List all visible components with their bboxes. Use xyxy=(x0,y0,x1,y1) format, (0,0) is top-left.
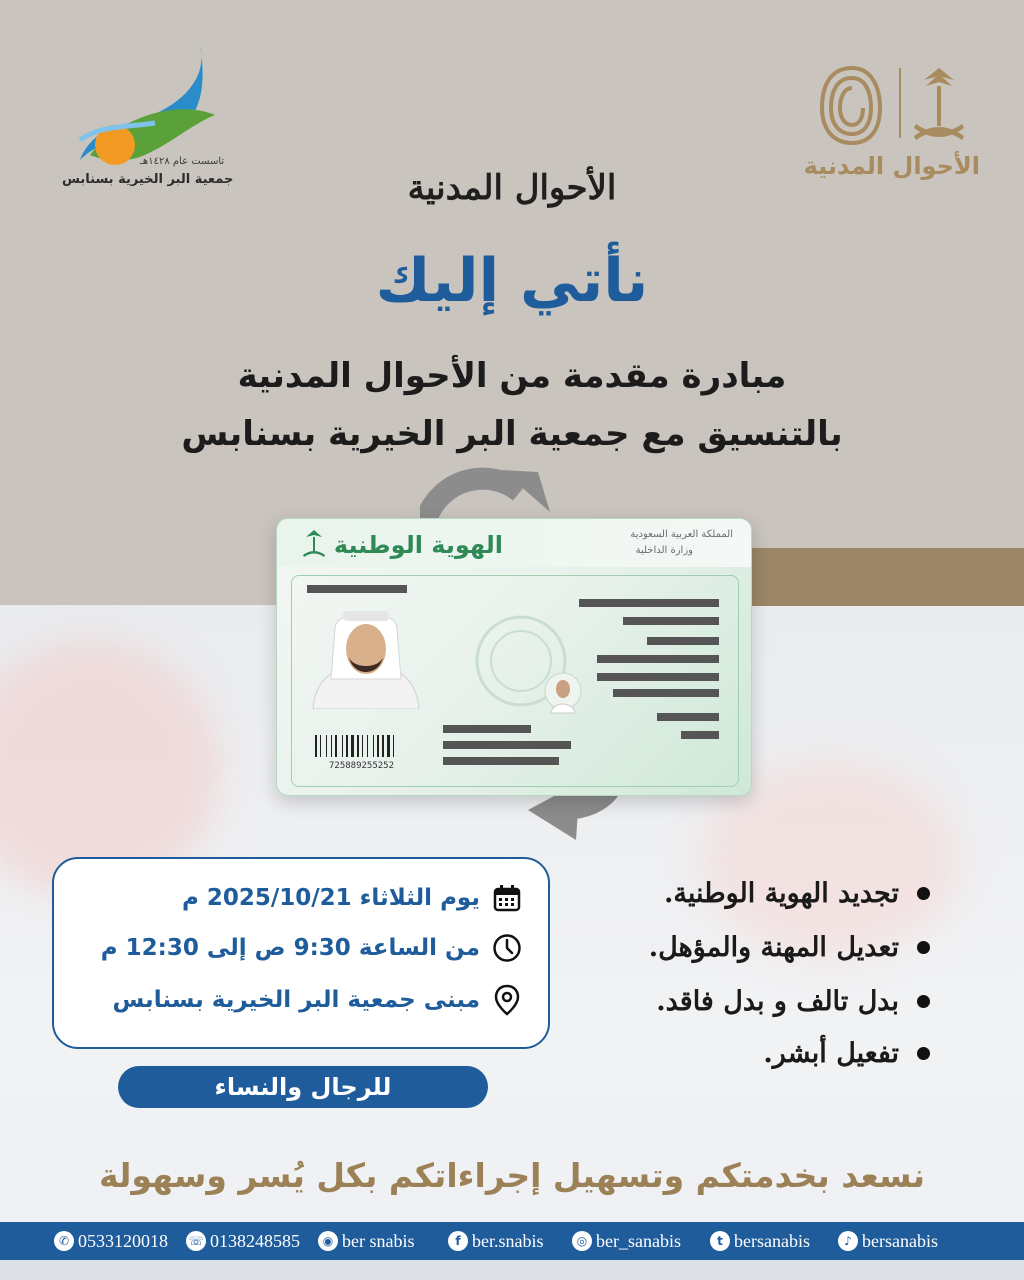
snapchat-icon: ◉ xyxy=(318,1231,338,1251)
phone-icon: ☏ xyxy=(186,1231,206,1251)
contact-instagram[interactable] xyxy=(572,1226,681,1256)
card-text-line xyxy=(579,599,719,607)
contact-bar-bottom-strip xyxy=(0,1260,1024,1280)
contact-phone[interactable] xyxy=(186,1226,300,1256)
service-item xyxy=(649,932,930,963)
logo-founding-text: تاسست عام ١٤٢٨هـ xyxy=(140,156,225,167)
audience-badge: للرجال والنساء xyxy=(118,1066,488,1108)
national-id-card-image xyxy=(276,518,752,796)
intro-line-2: بالتنسيق مع جمعية البر الخيرية بسنابس xyxy=(181,414,843,454)
instagram-icon: ◎ xyxy=(572,1231,592,1251)
card-issuer-ministry: وزارة الداخلية xyxy=(635,545,693,556)
contact-twitter[interactable] xyxy=(710,1226,810,1256)
contact-tiktok-text: bersanabis xyxy=(862,1230,938,1251)
kicker-title: الأحوال المدنية xyxy=(407,168,617,208)
location-pin-icon xyxy=(490,983,524,1017)
card-issuer-country: المملكة العربية السعودية xyxy=(630,529,733,540)
intro-line-1: مبادرة مقدمة من الأحوال المدنية xyxy=(237,356,787,396)
card-text-line xyxy=(623,617,719,625)
card-text-line xyxy=(647,637,719,645)
contact-phone-text: 0138248585 xyxy=(210,1230,300,1251)
service-item xyxy=(656,986,930,1017)
card-text-line xyxy=(597,673,719,681)
card-text-line xyxy=(443,741,571,749)
card-title: الهوية الوطنية xyxy=(333,531,503,559)
event-info-box xyxy=(52,857,550,1049)
palm-swords-icon xyxy=(297,527,331,561)
card-text-line xyxy=(443,757,559,765)
bullet-icon xyxy=(917,1047,930,1060)
headline: نأتي إليك xyxy=(375,246,649,316)
portrait-photo xyxy=(305,599,427,709)
service-label: تجديد الهوية الوطنية. xyxy=(663,878,899,909)
facebook-icon: f xyxy=(448,1231,468,1251)
decorative-stripe xyxy=(724,548,1024,606)
event-time-row xyxy=(101,931,524,965)
twitter-icon: t xyxy=(710,1231,730,1251)
service-label: تفعيل أبشر. xyxy=(763,1038,899,1069)
service-item xyxy=(763,1038,930,1069)
card-text-line xyxy=(681,731,719,739)
slogan: نسعد بخدمتكم وتسهيل إجراءاتكم بكل يُسر وسهولة xyxy=(99,1156,925,1195)
bullet-icon xyxy=(917,995,930,1008)
service-label: تعديل المهنة والمؤهل. xyxy=(648,932,899,963)
event-time: من الساعة 9:30 ص إلى 12:30 م xyxy=(100,935,480,961)
civil-affairs-logo-name: الأحوال المدنية xyxy=(803,152,980,180)
service-label: بدل تالف و بدل فاقد. xyxy=(656,986,899,1017)
event-location: مبنى جمعية البر الخيرية بسنابس xyxy=(112,987,480,1013)
bullet-icon xyxy=(917,941,930,954)
contact-snapchat[interactable] xyxy=(318,1226,414,1256)
contact-facebook[interactable] xyxy=(448,1226,544,1256)
card-text-line xyxy=(613,689,719,697)
contact-whatsapp[interactable] xyxy=(54,1226,168,1256)
contact-twitter-text: bersanabis xyxy=(734,1230,810,1251)
calendar-icon xyxy=(490,881,524,915)
clock-icon xyxy=(490,931,524,965)
contact-tiktok[interactable] xyxy=(838,1226,938,1256)
event-location-row xyxy=(113,983,524,1017)
bullet-icon xyxy=(917,887,930,900)
charity-logo-name: جمعية البر الخيرية بسنابس xyxy=(62,172,234,187)
contact-facebook-text: ber.snabis xyxy=(472,1230,544,1251)
contact-whatsapp-text: 0533120018 xyxy=(78,1230,168,1251)
contact-snapchat-text: ber snabis xyxy=(342,1230,415,1251)
contact-instagram-text: ber_sanabis xyxy=(596,1230,681,1251)
tiktok-icon: ♪ xyxy=(838,1231,858,1251)
event-date-row xyxy=(182,881,524,915)
card-text-line xyxy=(597,655,719,663)
barcode xyxy=(315,735,427,757)
whatsapp-icon: ✆ xyxy=(54,1231,74,1251)
service-item xyxy=(664,878,930,909)
event-date: يوم الثلاثاء 2025/10/21 م xyxy=(181,885,480,911)
card-number: 725889255252 xyxy=(329,761,395,771)
card-text-line xyxy=(657,713,719,721)
card-text-line xyxy=(307,585,407,593)
card-text-line xyxy=(443,725,531,733)
small-portrait-photo xyxy=(543,669,583,715)
